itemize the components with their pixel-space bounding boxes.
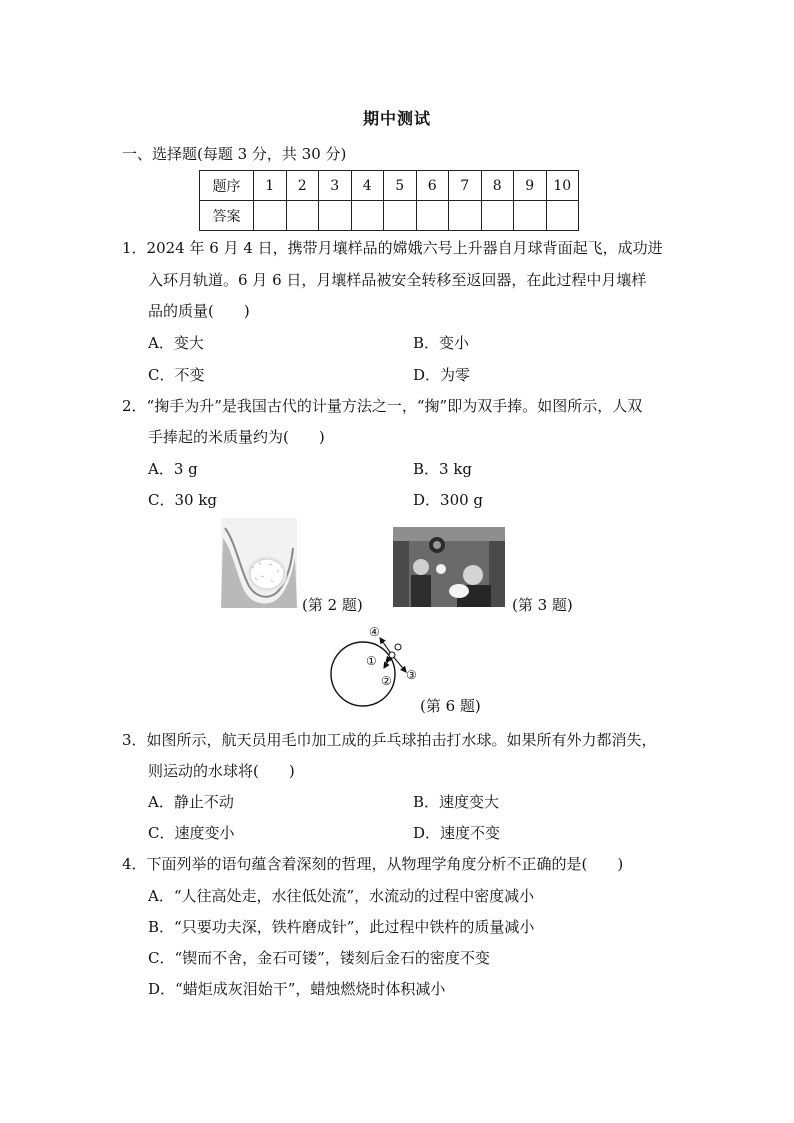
answer-table-answer-row (200, 201, 579, 231)
answer-table-header-row (200, 171, 579, 201)
answer-table-number: 4 (351, 171, 384, 201)
q1-stem-line-2: 入环月轨道。6 月 6 日，月壤样品被安全转移至返回器，在此过程中月壤样 (148, 271, 647, 289)
answer-cell[interactable] (254, 201, 287, 231)
answer-table-number: 10 (546, 171, 579, 201)
q4-option-d[interactable]: D．“蜡炬成灰泪始干”，蜡烛燃烧时体积减小 (148, 980, 446, 998)
q4-option-b[interactable]: B．“只要功夫深，铁杵磨成针”，此过程中铁杵的质量减小 (148, 918, 535, 936)
figure-3-caption: (第 3 题) (512, 596, 573, 614)
q2-stem-line-2: 手捧起的米质量约为( ) (148, 428, 325, 446)
section-heading: 一、选择题(每题 3 分，共 30 分) (122, 145, 347, 163)
q2-option-b[interactable]: B．3 kg (413, 460, 473, 478)
answer-table-number: 7 (449, 171, 482, 201)
figure-hands-rice (221, 518, 297, 608)
q3-option-b[interactable]: B．速度变大 (413, 793, 500, 811)
q3-option-c[interactable]: C．速度变小 (148, 824, 235, 842)
answer-table-number: 1 (254, 171, 287, 201)
q3-stem-line-2: 则运动的水球将( ) (148, 762, 295, 780)
answer-cell[interactable] (351, 201, 384, 231)
answer-table (199, 170, 579, 231)
figure-6-label-4: ④ (369, 625, 380, 639)
q3-option-d[interactable]: D．速度不变 (413, 824, 501, 842)
figure-6-label-3: ③ (406, 668, 417, 682)
answer-table-answer-label: 答案 (200, 201, 254, 231)
answer-cell[interactable] (514, 201, 547, 231)
answer-cell[interactable] (546, 201, 579, 231)
q1-option-b[interactable]: B．变小 (413, 334, 470, 352)
answer-cell[interactable] (481, 201, 514, 231)
figure-circle-trajectory (326, 622, 422, 712)
q2-option-d[interactable]: D．300 g (413, 491, 484, 509)
q1-stem-line-3: 品的质量( ) (148, 302, 250, 320)
answer-cell[interactable] (416, 201, 449, 231)
q1-option-c[interactable]: C．不变 (148, 366, 205, 384)
answer-cell[interactable] (286, 201, 319, 231)
figure-6-label-1: ① (366, 654, 377, 668)
q4-stem-line-1: 4．下面列举的语句蕴含着深刻的哲理，从物理学角度分析不正确的是( ) (122, 855, 624, 873)
q1-option-a[interactable]: A．变大 (148, 334, 204, 352)
hands-rice-illustration (221, 518, 297, 608)
answer-table-number: 9 (514, 171, 547, 201)
q3-stem-line-1: 3．如图所示，航天员用毛巾加工成的乒乓球拍击打水球。如果所有外力都消失， (122, 731, 657, 749)
figure-6-caption: (第 6 题) (420, 697, 481, 715)
q2-option-a[interactable]: A．3 g (148, 460, 198, 478)
answer-cell[interactable] (449, 201, 482, 231)
answer-table-number: 2 (286, 171, 319, 201)
q2-option-c[interactable]: C．30 kg (148, 491, 218, 509)
q4-option-c[interactable]: C．“锲而不舍，金石可镂”，镂刻后金石的密度不变 (148, 949, 490, 967)
figure-6-label-2: ② (381, 674, 392, 688)
figure-2-caption: (第 2 题) (302, 596, 363, 614)
answer-table-number: 8 (481, 171, 514, 201)
q4-option-a[interactable]: A．“人往高处走，水往低处流”，水流动的过程中密度减小 (148, 887, 535, 905)
q2-stem-line-1: 2．“掬手为升”是我国古代的计量方法之一，“掬”即为双手捧。如图所示，人双 (122, 397, 643, 415)
astronauts-illustration (393, 527, 505, 607)
q1-stem-line-1: 1．2024 年 6 月 4 日，携带月壤样品的嫦娥六号上升器自月球背面起飞，成功进 (122, 239, 663, 257)
q3-option-a[interactable]: A．静止不动 (148, 793, 234, 811)
answer-table-number: 5 (384, 171, 417, 201)
answer-cell[interactable] (319, 201, 352, 231)
q1-option-d[interactable]: D．为零 (413, 366, 471, 384)
answer-cell[interactable] (384, 201, 417, 231)
answer-table-number: 3 (319, 171, 352, 201)
figure-astronauts-water-ball (393, 527, 505, 607)
answer-table-number: 6 (416, 171, 449, 201)
answer-table-header-label: 题序 (200, 171, 254, 201)
page-title: 期中测试 (362, 109, 431, 128)
